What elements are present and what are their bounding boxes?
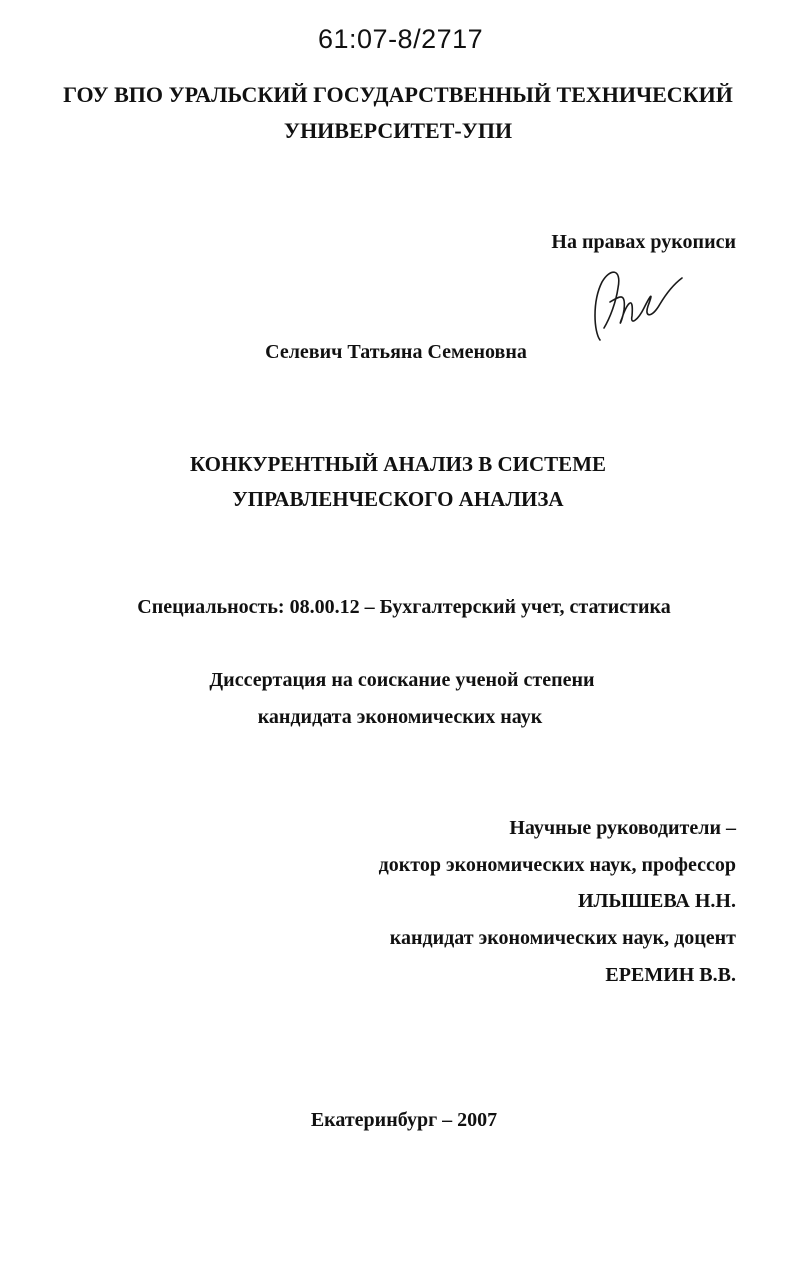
supervisor-1-title: доктор экономических наук, профессор bbox=[378, 854, 736, 876]
manuscript-note: На правах рукописи bbox=[551, 231, 736, 253]
signature-image bbox=[588, 262, 684, 344]
place-year: Екатеринбург – 2007 bbox=[310, 1109, 498, 1131]
specialty: Специальность: 08.00.12 – Бухгалтерский учет, статистика bbox=[137, 596, 671, 618]
degree-line-1: Диссертация на соискание ученой степени bbox=[209, 669, 595, 691]
degree-line-2: кандидата экономических наук bbox=[257, 706, 543, 728]
title-line-2: УПРАВЛЕНЧЕСКОГО АНАЛИЗА bbox=[232, 487, 564, 511]
title-line-1: КОНКУРЕНТНЫЙ АНАЛИЗ В СИСТЕМЕ bbox=[189, 452, 607, 476]
institution-line-1: ГОУ ВПО УРАЛЬСКИЙ ГОСУДАРСТВЕННЫЙ ТЕХНИЧЕСКИЙ bbox=[63, 82, 733, 107]
supervisor-2-name: ЕРЕМИН В.В. bbox=[605, 964, 736, 986]
catalog-number: 61:07-8/2717 bbox=[318, 24, 484, 54]
author-name: Селевич Татьяна Семеновна bbox=[265, 341, 527, 363]
supervisor-2-title: кандидат экономических наук, доцент bbox=[389, 927, 736, 949]
supervisors-heading: Научные руководители – bbox=[509, 817, 736, 839]
supervisor-1-name: ИЛЫШЕВА Н.Н. bbox=[577, 890, 736, 912]
institution-line-2: УНИВЕРСИТЕТ-УПИ bbox=[283, 118, 513, 143]
